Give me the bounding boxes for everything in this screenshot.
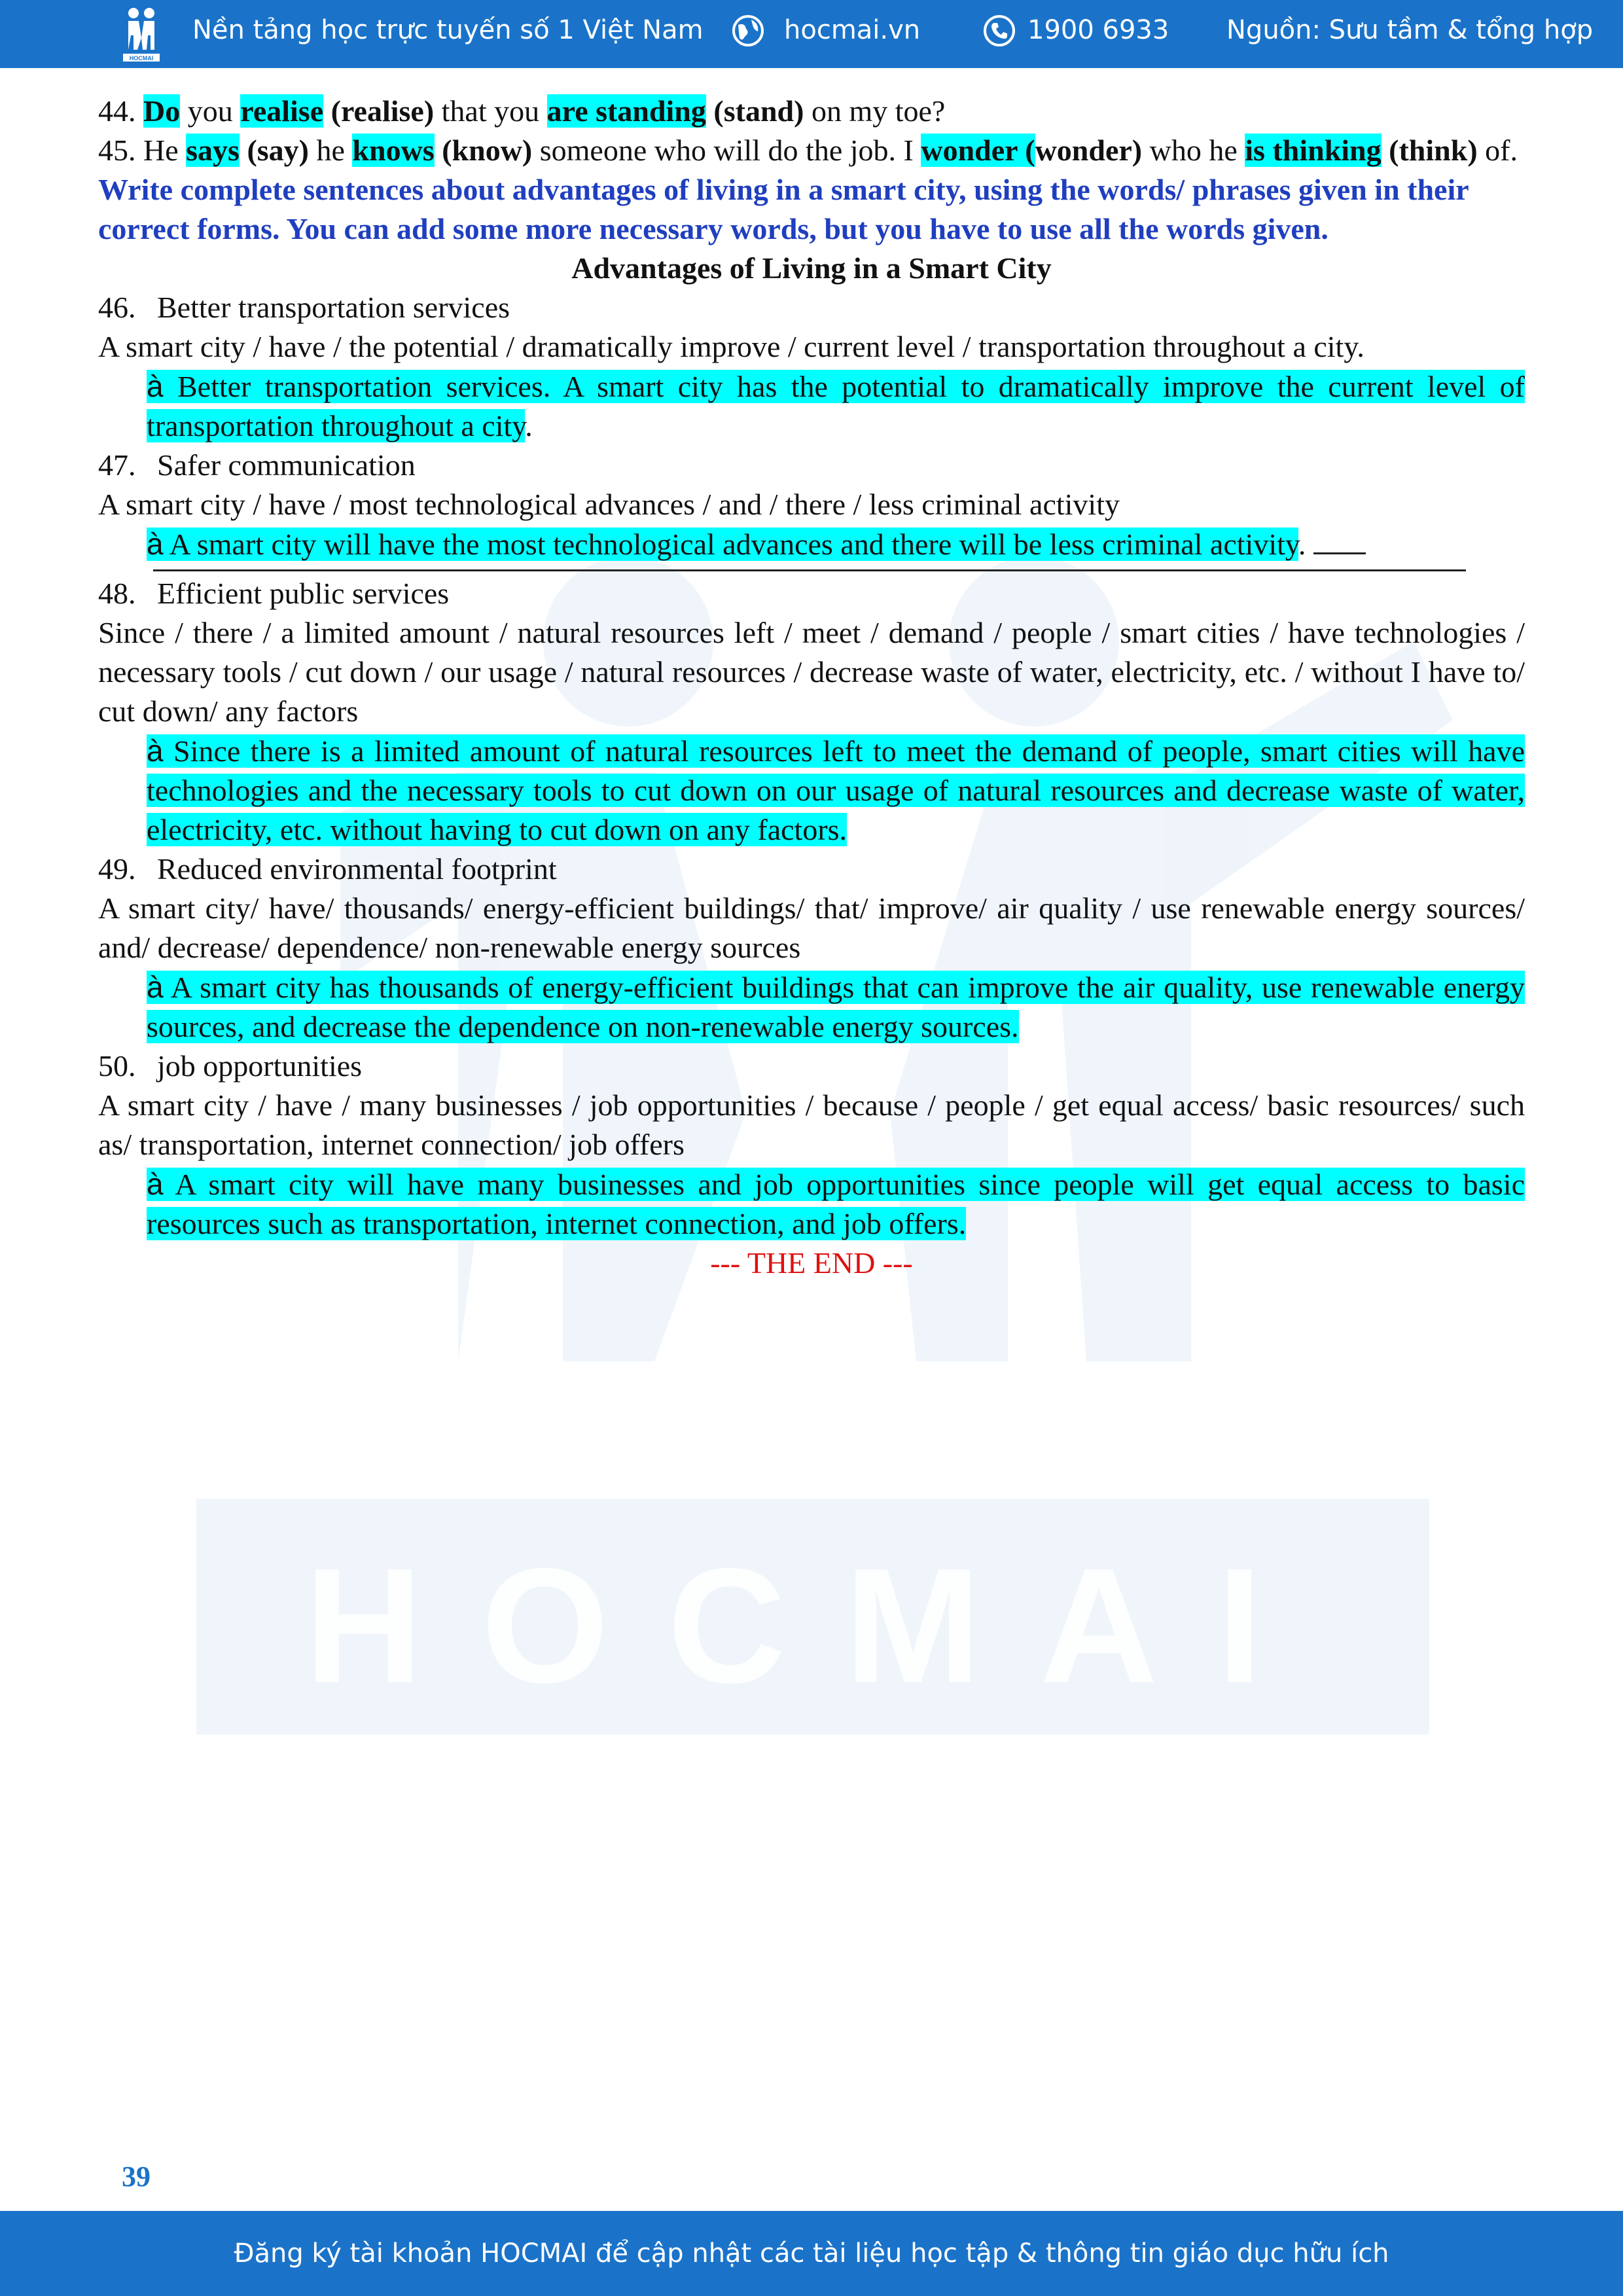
instruction-text: Write complete sentences about advantages of living in a smart city, using the words/ phrases given in their correct forms. You can add some more necessary words, but you have to use all the words given. [98, 173, 1469, 245]
globe-icon [730, 13, 766, 48]
question-49-answer: à A smart city has thousands of energy-efficient buildings that can improve the air quality, use renewable energy sources, and decrease the dependence on non-renewable energy sources. [147, 970, 1525, 1043]
question-47-answer: à A smart city will have the most technological advances and there will be less criminal activity. [98, 524, 1525, 564]
header-tagline: Nền tảng học trực tuyến số 1 Việt Nam [192, 15, 704, 45]
question-46-prompt: A smart city / have / the potential / dramatically improve / current level / transportation throughout a city. [98, 330, 1364, 363]
question-50-answer: à A smart city will have many businesses and job opportunities since people will get equal access to basic resources such as transportation, internet connection, and job offers. [147, 1167, 1525, 1240]
header-website-link[interactable]: hocmai.vn [784, 15, 921, 45]
question-49-prompt: A smart city/ have/ thousands/ energy-efficient buildings/ that/ improve/ air quality / use renewable energy sources/ and/ decrease/ dependence/ non-renewable energy sources [98, 891, 1525, 964]
question-47-heading: 47. Safer communication [98, 448, 416, 482]
header-phone: 1900 6933 [1027, 15, 1169, 45]
question-48-answer: à Since there is a limited amount of natural resources left to meet the demand of people, smart cities will have technologies and the necessary tools to cut down on our usage of natural resources and decrease waste of water, electricity, etc. without having to cut down on any factors. [147, 734, 1525, 846]
watermark-text: HOCMAI [304, 1534, 1321, 1717]
question-49-heading: 49. Reduced environmental footprint [98, 852, 557, 886]
svg-text:HOCMAI: HOCMAI [129, 55, 154, 62]
question-45: 45. He says (say) he knows (know) someone who will do the job. I wonder (wonder) who he is thinking (think) of. [98, 134, 1518, 167]
header-source: Nguồn: Sưu tầm & tổng hợp [1226, 15, 1594, 45]
phone-icon [982, 13, 1017, 48]
question-48-heading: 48. Efficient public services [98, 577, 450, 610]
document-body [98, 92, 1525, 1283]
footer-text: Đăng ký tài khoản HOCMAI để cập nhật các tài liệu học tập & thông tin giáo dục hữu ích [234, 2238, 1389, 2269]
page-number: 39 [122, 2161, 151, 2193]
question-47-prompt: A smart city / have / most technological advances / and / there / less criminal activity [98, 488, 1120, 521]
question-48-prompt: Since / there / a limited amount / natural resources left / meet / demand / people / smart cities / have technologies / necessary tools / cut down / our usage / natural resources / decrease waste of water, electricity, etc. / without I have to/ cut down/ any factors [98, 616, 1525, 728]
question-44: 44. Do you realise (realise) that you are standing (stand) on my toe? [98, 94, 946, 128]
section-title: Advantages of Living in a Smart City [571, 251, 1052, 285]
question-46-heading: 46. Better transportation services [98, 291, 510, 324]
page-footer [0, 2211, 1623, 2296]
question-46-answer: à Better transportation services. A smart city has the potential to dramatically improve the current level of transportation throughout a city. [147, 369, 1525, 442]
question-50-heading: 50. job opportunities [98, 1049, 363, 1083]
answer-rule-line [153, 569, 1466, 571]
answer-blank-line [1313, 526, 1366, 554]
the-end-marker: --- THE END --- [710, 1246, 913, 1280]
question-50-prompt: A smart city / have / many businesses / job opportunities / because / people / get equal access/ basic resources/ such as/ transportation, internet connection/ job offers [98, 1088, 1525, 1161]
page-header [0, 0, 1623, 68]
hocmai-logo-icon [122, 4, 161, 63]
